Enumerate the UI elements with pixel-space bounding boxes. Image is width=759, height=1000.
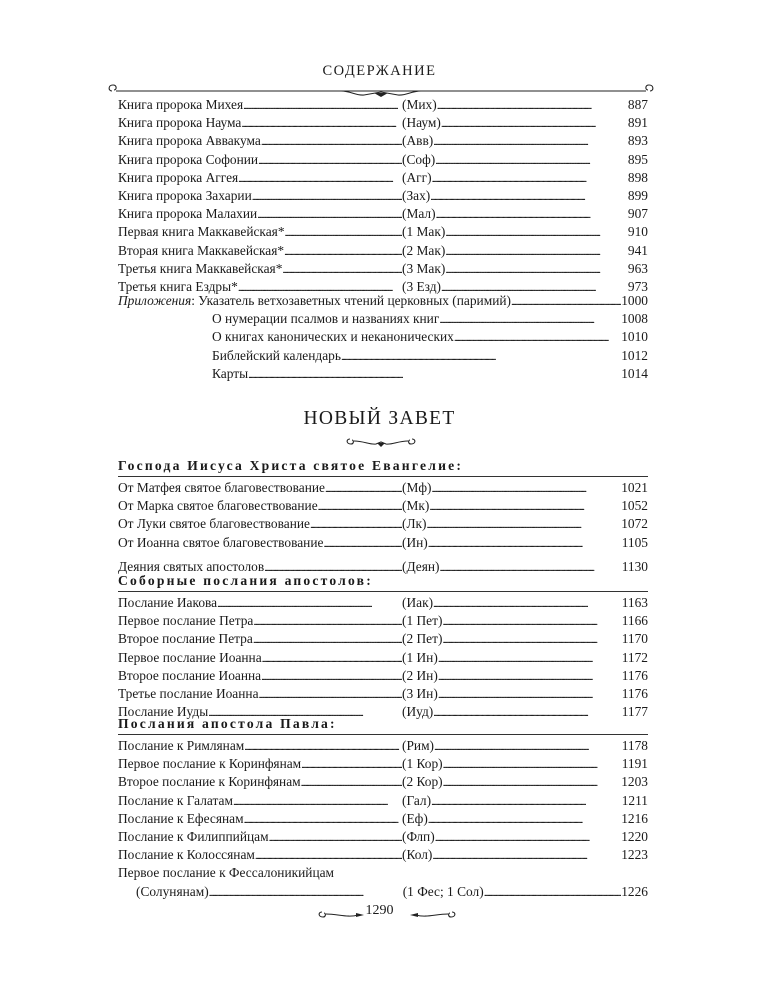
toc-entry[interactable]: Второе послание к Коринфянам . . . (2 Кор) . . . 1203 [118,773,648,791]
toc-entry[interactable]: Книга пророка Малахии . . . (Мал) . . . 907 [118,205,648,223]
appendices [118,292,648,383]
toc-entry[interactable]: Третье послание Иоанна . . . (3 Ин) . . . 1176 [118,685,648,703]
toc-entry[interactable]: Первое послание к Коринфянам . . . (1 Кор) . . . 1191 [118,755,648,773]
toc-entry[interactable]: Книга пророка Аввакума . . . (Авв) . . . 893 [118,132,648,150]
toc-entry[interactable]: Послание Иуды . . . (Иуд) . . . 1177 [118,703,648,721]
ot-entries [118,96,648,296]
toc-entry[interactable]: Послание Иакова . . . (Иак) . . . 1163 [118,594,648,612]
toc-entry[interactable]: Послание к Филиппийцам . . . (Флп) . . . 1220 [118,828,648,846]
toc-entry[interactable]: От Марка святое благовествование . . . (Мк) . . . 1052 [118,497,648,515]
pauline-entries [118,737,648,901]
toc-entry[interactable]: Первая книга Маккавейская* . . . (1 Мак) . . . 910 [118,223,648,241]
toc-entry[interactable]: От Матфея святое благовествование . . . (Мф) . . . 1021 [118,479,648,497]
gospels-section-heading: Господа Иисуса Христа святое Евангелие: [118,458,648,477]
toc-entry[interactable]: Второе послание Петра . . . (2 Пет) . . . 1170 [118,630,648,648]
toc-entry[interactable]: Книга пророка Аггея . . . (Агг) . . . 898 [118,169,648,187]
toc-entry[interactable]: Третья книга Ездры* . . . (3 Езд) . . . 973 [118,278,648,296]
pauline-epistles-heading: Послания апостола Павла: [118,716,648,735]
toc-entry[interactable]: Послание к Галатам . . . (Гал) . . . 1211 [118,792,648,810]
appendix-entry[interactable]: Карты . . . 1014 [118,365,648,383]
toc-entry[interactable]: Послание к Колоссянам . . . (Кол) . . . 1223 [118,846,648,864]
heading-ornament [346,433,416,449]
toc-entry[interactable]: От Луки святое благовествование . . . (Лк) . . . 1072 [118,515,648,533]
toc-entry[interactable]: Первое послание Петра . . . (1 Пет) . . . 1166 [118,612,648,630]
footer-ornament-right [408,906,456,922]
toc-entry[interactable]: Послание к Ефесянам . . . (Еф) . . . 1216 [118,810,648,828]
catholic-entries [118,594,648,721]
toc-entry[interactable]: Второе послание Иоанна . . . (2 Ин) . . . 1176 [118,667,648,685]
toc-entry[interactable]: Третья книга Маккавейская* . . . (3 Мак) . . . 963 [118,260,648,278]
toc-entry[interactable]: Книга пророка Софонии . . . (Соф) . . . 895 [118,151,648,169]
appendices-label: Приложения [118,293,192,308]
new-testament-heading: НОВЫЙ ЗАВЕТ [303,408,456,429]
appendix-entry[interactable]: О книгах канонических и неканонических . . . 1010 [118,328,648,346]
appendix-entry[interactable]: О нумерации псалмов и названиях книг . . . 1008 [118,310,648,328]
toc-entry[interactable]: Первое послание Иоанна . . . (1 Ин) . . . 1172 [118,649,648,667]
toc-entry[interactable]: От Иоанна святое благовествование . . . (Ин) . . . 1105 [118,534,648,552]
gospels-entries [118,479,648,576]
toc-entry[interactable]: Книга пророка Михея . . . (Мих) . . . 887 [118,96,648,114]
toc-entry-thess-line1[interactable]: Первое послание к Фессалоникийцам [118,865,335,881]
appendix-entry[interactable]: Библейский календарь . . . 1012 [118,347,648,365]
running-head: СОДЕРЖАНИЕ [322,63,437,79]
catholic-epistles-heading: Соборные послания апостолов: [118,573,648,592]
toc-entry-acts[interactable]: Деяния святых апостолов . . . (Деян) . . . 1130 [118,558,648,576]
page-number: 1290 [365,903,394,918]
appendix-entry[interactable]: Приложения: Указатель ветхозаветных чтений церковных (паримий) . . . 1000 [118,292,648,310]
toc-entry[interactable]: Книга пророка Наума . . . (Наум) . . . 891 [118,114,648,132]
toc-entry[interactable]: Послание к Римлянам . . . (Рим) . . . 1178 [118,737,648,755]
toc-entry-thess-line2[interactable]: (Солунянам) . . . (1 Фес; 1 Сол) . . . 1226 [118,883,648,901]
toc-entry[interactable]: Вторая книга Маккавейская* . . . (2 Мак) . . . 941 [118,242,648,260]
toc-entry[interactable]: Книга пророка Захарии . . . (Зах) . . . 899 [118,187,648,205]
